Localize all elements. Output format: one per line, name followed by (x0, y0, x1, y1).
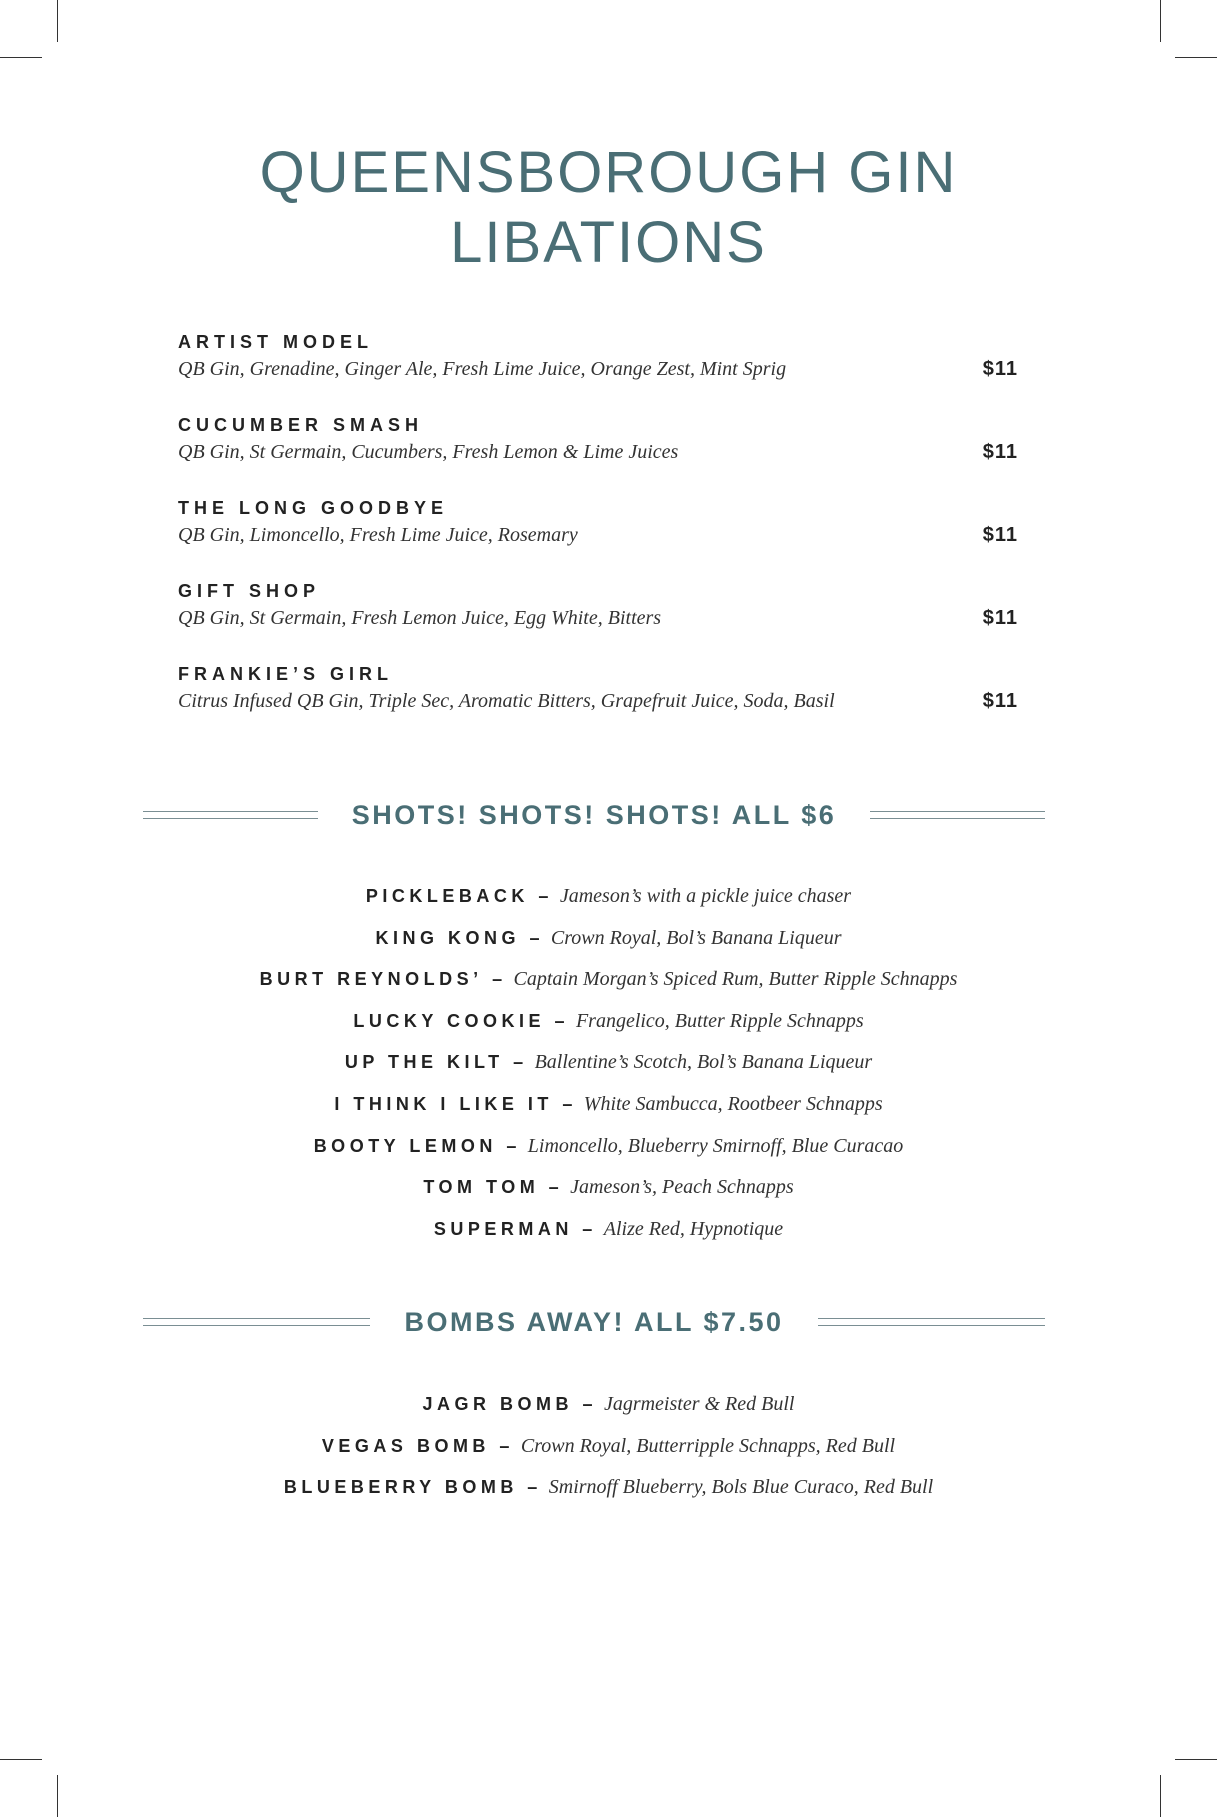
shot-name: SUPERMAN (433, 1218, 573, 1239)
crop-mark-top-left (57, 0, 58, 42)
menu-item-price: $11 (982, 524, 1018, 546)
menu-item-name: ARTIST MODEL (178, 332, 373, 352)
menu-item (178, 330, 1018, 413)
shot-description: Jameson’s with a pickle juice chaser (559, 885, 852, 907)
separator: – (487, 969, 508, 990)
list-item (0, 1426, 1217, 1468)
shot-description: Crown Royal, Bol’s Banana Liqueur (550, 926, 842, 949)
menu-item-name: CUCUMBER SMASH (178, 415, 423, 435)
title-line-2: LIBATIONS (450, 210, 767, 275)
shot-description: Jameson’s, Peach Schnapps (570, 1176, 794, 1199)
shot-description: Alize Red, Hypnotique (603, 1217, 784, 1240)
list-item (0, 1167, 1217, 1209)
separator: – (557, 1093, 578, 1114)
section-title: SHOTS! SHOTS! SHOTS! ALL $6 (351, 799, 837, 830)
shot-description: White Sambucca, Rootbeer Schnapps (583, 1092, 883, 1115)
separator: – (577, 1394, 598, 1414)
shot-name: LUCKY COOKIE (353, 1010, 546, 1031)
shot-name: UP THE KILT (344, 1052, 504, 1073)
shot-name: BURT REYNOLDS’ (259, 969, 483, 990)
list-item (0, 1042, 1217, 1084)
cocktail-list (178, 330, 1018, 745)
separator: – (549, 1010, 570, 1031)
separator: – (524, 927, 545, 948)
divider-left (143, 1318, 370, 1326)
crop-mark-bottom-right-h (1175, 1759, 1217, 1760)
shot-name: PICKLEBACK (365, 886, 529, 906)
crop-mark-bottom-left-h (0, 1759, 42, 1760)
separator: – (522, 1477, 543, 1498)
list-item (0, 1384, 1217, 1426)
menu-item-name: THE LONG GOODBYE (178, 498, 449, 518)
page-title (0, 138, 1217, 278)
bomb-name: BLUEBERRY BOMB (283, 1477, 518, 1498)
crop-mark-top-right (1160, 0, 1161, 42)
bombs-list (0, 1384, 1217, 1509)
crop-mark-top-left-h (0, 57, 42, 58)
divider-left (143, 811, 318, 819)
list-item (0, 1126, 1217, 1168)
crop-mark-bottom-right (1160, 1775, 1161, 1817)
menu-item-price: $11 (982, 358, 1018, 380)
separator: – (501, 1135, 522, 1156)
menu-item (178, 496, 1018, 579)
separator: – (508, 1052, 529, 1073)
menu-item-description: Citrus Infused QB Gin, Triple Sec, Aromatic Bitters, Grapefruit Juice, Soda, Basil (178, 690, 835, 712)
list-item (0, 876, 1217, 918)
crop-mark-top-right-h (1175, 57, 1217, 58)
separator: – (533, 886, 554, 906)
bomb-name: JAGR BOMB (422, 1394, 574, 1414)
list-item (0, 1209, 1217, 1251)
list-item (0, 918, 1217, 960)
shot-description: Frangelico, Butter Ripple Schnapps (575, 1009, 864, 1032)
menu-item-name: FRANKIE’S GIRL (178, 664, 394, 684)
bomb-description: Jagrmeister & Red Bull (603, 1393, 795, 1415)
shot-description: Ballentine’s Scotch, Bol’s Banana Liqueur (534, 1051, 873, 1074)
title-line-1: QUEENSBOROUGH GIN (259, 140, 958, 205)
shot-description: Limoncello, Blueberry Smirnoff, Blue Curacao (527, 1134, 904, 1157)
menu-item (178, 413, 1018, 496)
bomb-description: Smirnoff Blueberry, Bols Blue Curaco, Red Bull (548, 1476, 934, 1499)
menu-item-price: $11 (982, 441, 1018, 463)
menu-item-price: $11 (982, 690, 1018, 712)
separator: – (494, 1435, 515, 1456)
list-item (0, 1001, 1217, 1043)
bomb-description: Crown Royal, Butterripple Schnapps, Red Bull (520, 1434, 896, 1457)
crop-mark-bottom-left (57, 1775, 58, 1817)
menu-item (178, 662, 1018, 745)
shot-name: KING KONG (375, 927, 520, 948)
shot-name: BOOTY LEMON (313, 1135, 497, 1156)
menu-item (178, 579, 1018, 662)
menu-item-description: QB Gin, Grenadine, Ginger Ale, Fresh Lime Juice, Orange Zest, Mint Sprig (178, 358, 787, 380)
section-title: BOMBS AWAY! ALL $7.50 (404, 1306, 784, 1337)
shots-section-heading (143, 795, 1045, 835)
divider-right (870, 811, 1045, 819)
bombs-section-heading (143, 1302, 1045, 1342)
list-item (0, 959, 1217, 1001)
menu-item-description: QB Gin, St Germain, Cucumbers, Fresh Lemon & Lime Juices (178, 441, 679, 463)
divider-right (818, 1318, 1045, 1326)
menu-item-description: QB Gin, Limoncello, Fresh Lime Juice, Rosemary (178, 524, 578, 546)
menu-item-description: QB Gin, St Germain, Fresh Lemon Juice, Egg White, Bitters (178, 607, 662, 629)
separator: – (543, 1177, 564, 1198)
bomb-name: VEGAS BOMB (321, 1435, 490, 1456)
menu-item-price: $11 (982, 607, 1018, 629)
shots-list (0, 876, 1217, 1250)
shot-name: TOM TOM (423, 1177, 540, 1198)
shot-name: I THINK I LIKE IT (334, 1093, 553, 1114)
separator: – (577, 1218, 598, 1239)
list-item (0, 1084, 1217, 1126)
menu-item-name: GIFT SHOP (178, 581, 321, 601)
list-item (0, 1467, 1217, 1509)
shot-description: Captain Morgan’s Spiced Rum, Butter Ripple Schnapps (513, 968, 958, 991)
